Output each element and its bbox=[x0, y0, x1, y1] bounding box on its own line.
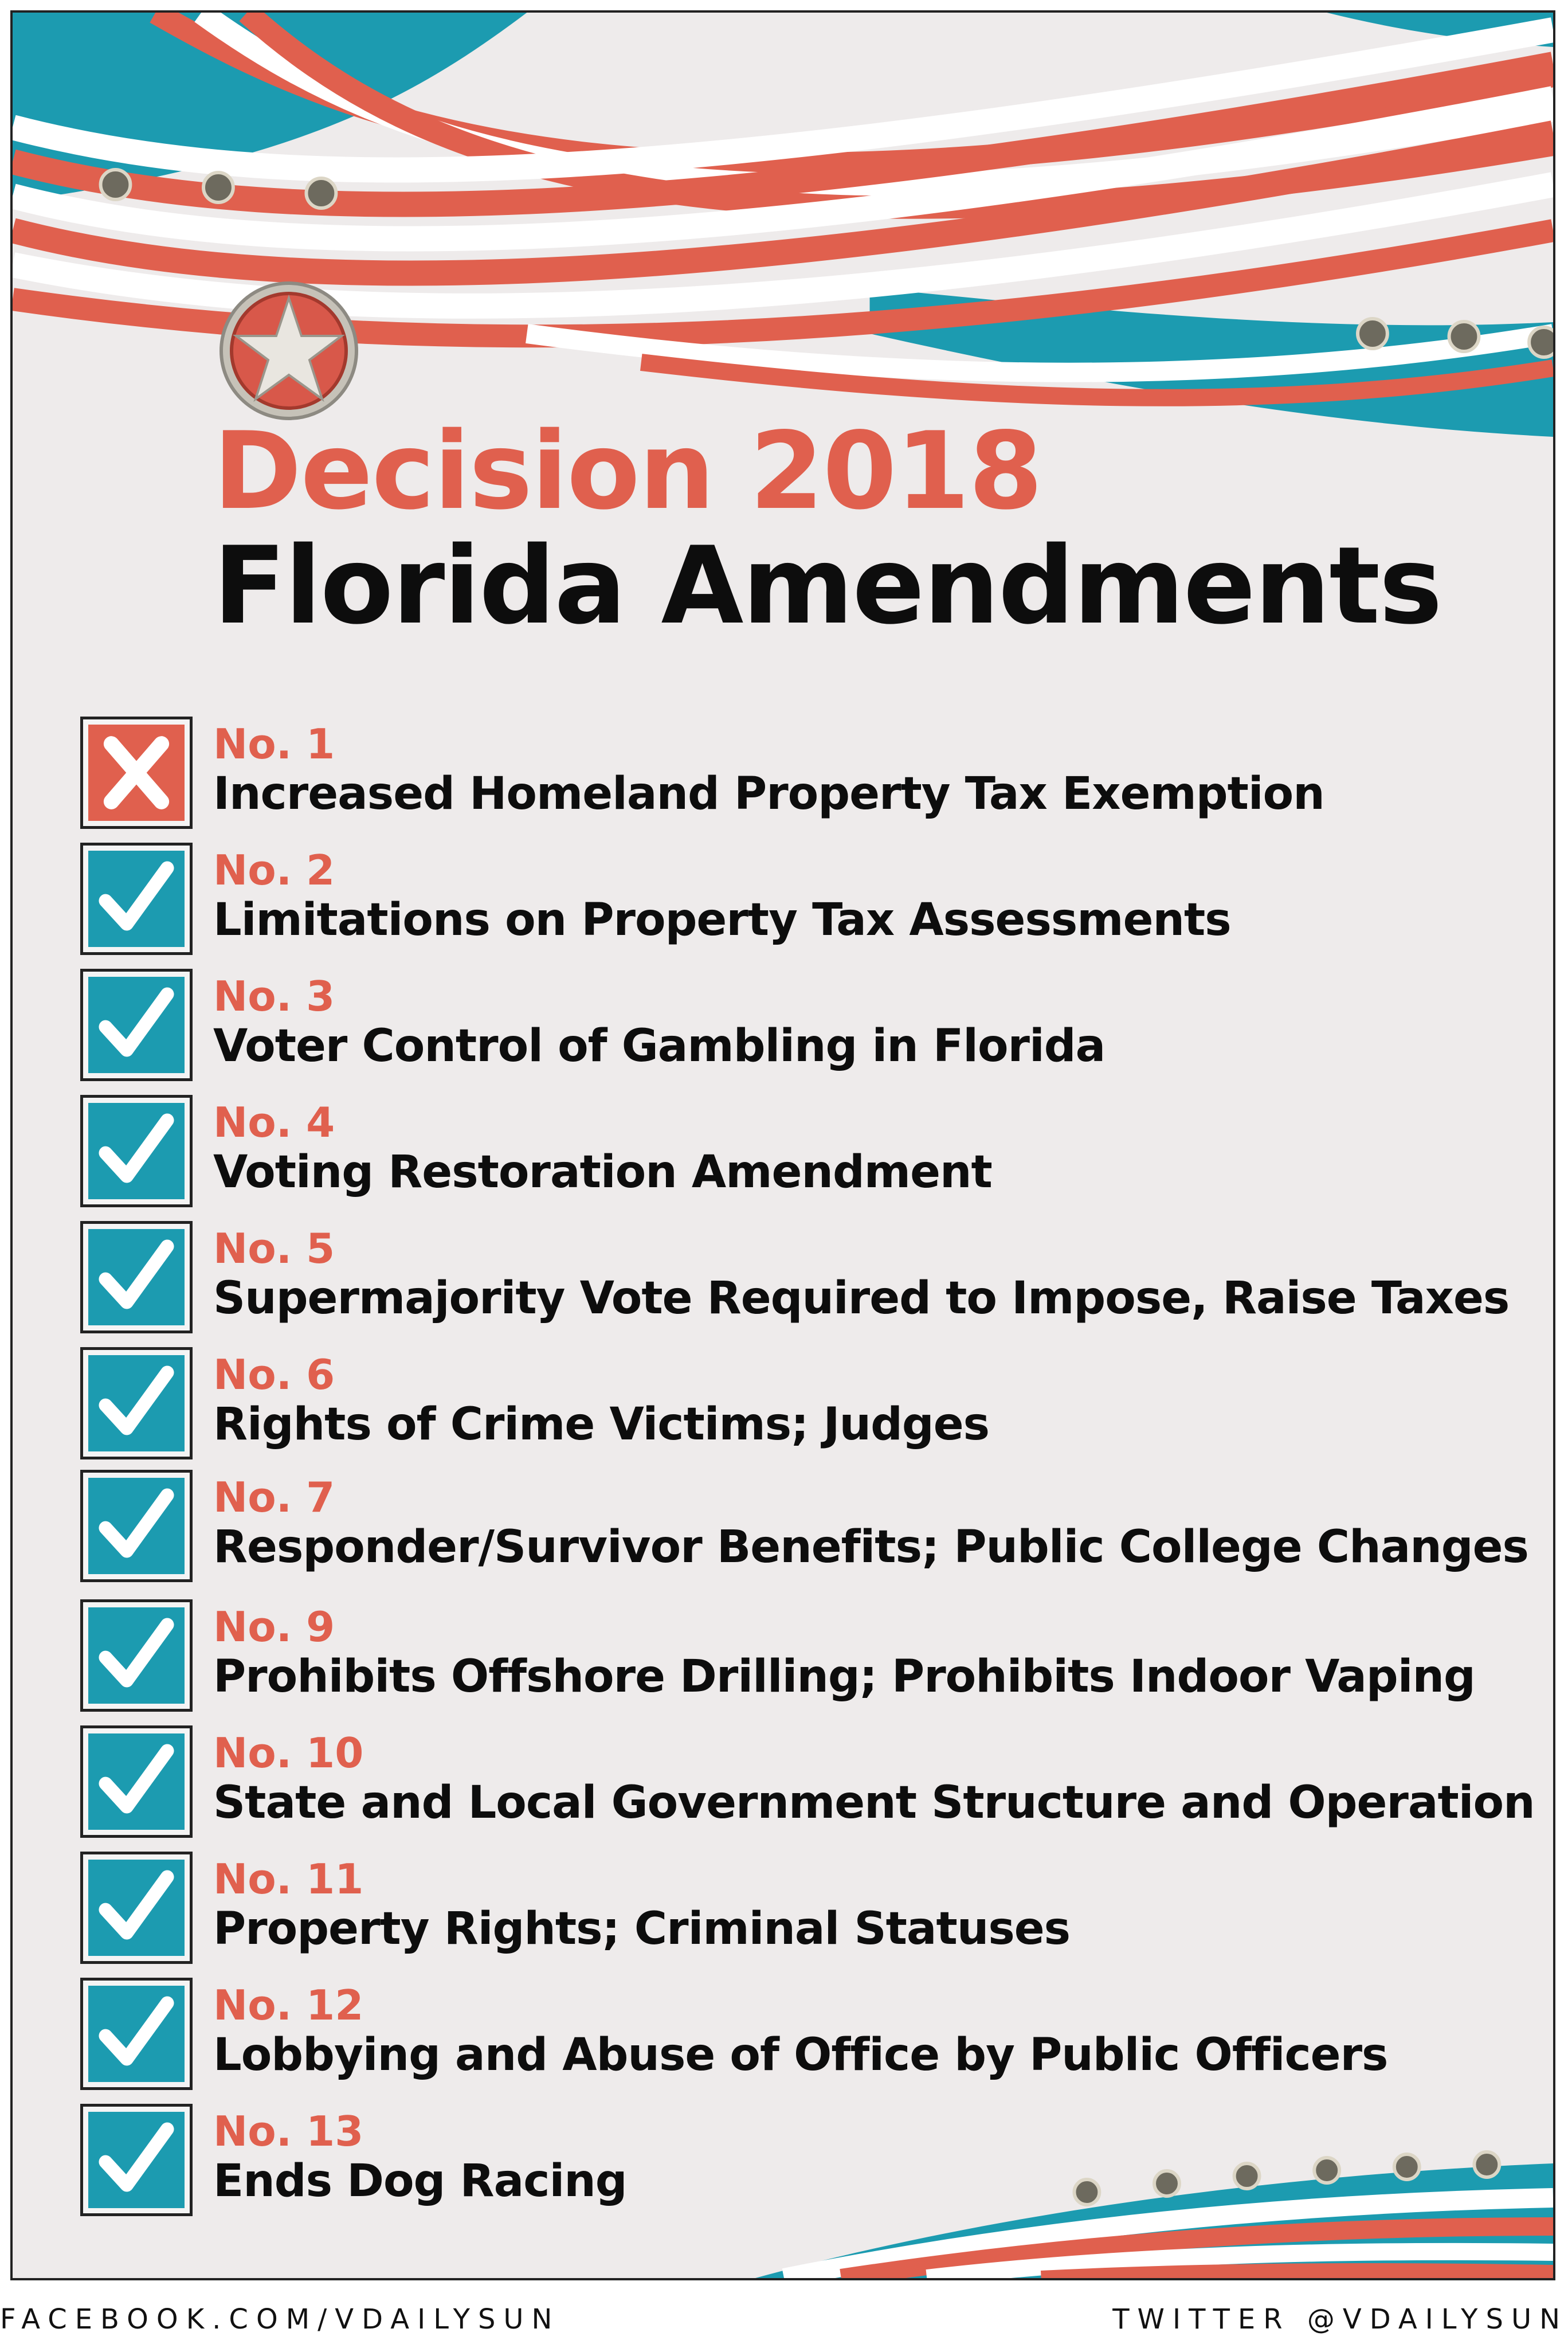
vote-box bbox=[80, 1978, 193, 2090]
vote-box bbox=[80, 1347, 193, 1459]
amendment-title: State and Local Government Structure and Operation bbox=[213, 1777, 1535, 1829]
amendment-number: No. 6 bbox=[213, 1351, 335, 1399]
amendment-number: No. 11 bbox=[213, 1855, 364, 1903]
vote-box bbox=[80, 717, 193, 829]
amendment-item-9 bbox=[80, 1599, 1513, 1714]
amendment-item-7 bbox=[80, 1470, 1528, 1584]
vote-box bbox=[80, 1725, 193, 1838]
vote-box bbox=[80, 969, 193, 1081]
amendment-title: Voter Control of Gambling in Florida bbox=[213, 1020, 1106, 1072]
title-line-decision: Decision 2018 bbox=[213, 409, 1042, 533]
checkmark-icon bbox=[88, 1103, 185, 1199]
checkmark-icon bbox=[88, 977, 185, 1073]
poster-frame bbox=[10, 10, 1555, 2280]
amendment-title: Lobbying and Abuse of Office by Public Officers bbox=[213, 2029, 1388, 2081]
checkmark-icon bbox=[88, 851, 185, 947]
checkmark-icon bbox=[88, 1986, 185, 2082]
amendment-item-3 bbox=[80, 969, 1513, 1083]
amendment-item-6 bbox=[80, 1347, 1513, 1462]
amendment-title: Increased Homeland Property Tax Exemption bbox=[213, 768, 1324, 820]
amendment-item-12 bbox=[80, 1978, 1513, 2092]
amendment-title: Ends Dog Racing bbox=[213, 2155, 627, 2207]
vote-box bbox=[80, 1470, 193, 1582]
vote-box bbox=[80, 843, 193, 955]
amendment-number: No. 1 bbox=[213, 720, 335, 768]
amendment-title: Property Rights; Criminal Statuses bbox=[213, 1903, 1071, 1955]
amendment-item-1 bbox=[80, 717, 1513, 831]
amendment-item-4 bbox=[80, 1095, 1513, 1210]
amendment-item-5 bbox=[80, 1221, 1513, 1336]
amendment-number: No. 9 bbox=[213, 1603, 335, 1651]
checkmark-icon bbox=[88, 1733, 185, 1830]
amendment-title: Limitations on Property Tax Assessments bbox=[213, 894, 1231, 946]
checkmark-icon bbox=[88, 1355, 185, 1451]
vote-box bbox=[80, 1221, 193, 1333]
checkmark-icon bbox=[88, 1860, 185, 1956]
amendment-title: Voting Restoration Amendment bbox=[213, 1146, 992, 1198]
star-badge-icon bbox=[214, 276, 363, 425]
vote-box bbox=[80, 1852, 193, 1964]
amendment-number: No. 3 bbox=[213, 972, 335, 1020]
checkmark-icon bbox=[88, 1607, 185, 1704]
amendment-number: No. 5 bbox=[213, 1224, 335, 1273]
footer-twitter[interactable]: TWITTER @VDAILYSUN bbox=[1112, 2303, 1568, 2335]
amendment-number: No. 2 bbox=[213, 846, 335, 894]
amendment-number: No. 7 bbox=[213, 1473, 335, 1521]
amendment-number: No. 4 bbox=[213, 1098, 335, 1146]
checkmark-icon bbox=[88, 1478, 185, 1574]
vote-box bbox=[80, 1599, 193, 1712]
title-block bbox=[213, 409, 1441, 648]
amendment-item-2 bbox=[80, 843, 1513, 957]
amendment-item-10 bbox=[80, 1725, 1535, 1840]
amendment-title: Supermajority Vote Required to Impose, Raise Taxes bbox=[213, 1273, 1510, 1324]
title-line-florida-amendments: Florida Amendments bbox=[213, 523, 1441, 648]
amendment-number: No. 12 bbox=[213, 1981, 364, 2029]
amendment-title: Rights of Crime Victims; Judges bbox=[213, 1399, 990, 1450]
amendment-title: Responder/Survivor Benefits; Public College Changes bbox=[213, 1521, 1528, 1573]
footer-facebook[interactable]: FACEBOOK.COM/VDAILYSUN bbox=[0, 2303, 560, 2335]
checkmark-icon bbox=[88, 1229, 185, 1325]
amendment-number: No. 10 bbox=[213, 1729, 364, 1777]
stars-and-stripes-ribbon-bottom bbox=[13, 2129, 1553, 2278]
vote-box bbox=[80, 1095, 193, 1207]
amendment-number: No. 13 bbox=[213, 2107, 364, 2155]
amendment-title: Prohibits Offshore Drilling; Prohibits Indoor Vaping bbox=[213, 1651, 1475, 1703]
x-mark-icon bbox=[88, 725, 185, 821]
amendment-item-11 bbox=[80, 1852, 1513, 1966]
